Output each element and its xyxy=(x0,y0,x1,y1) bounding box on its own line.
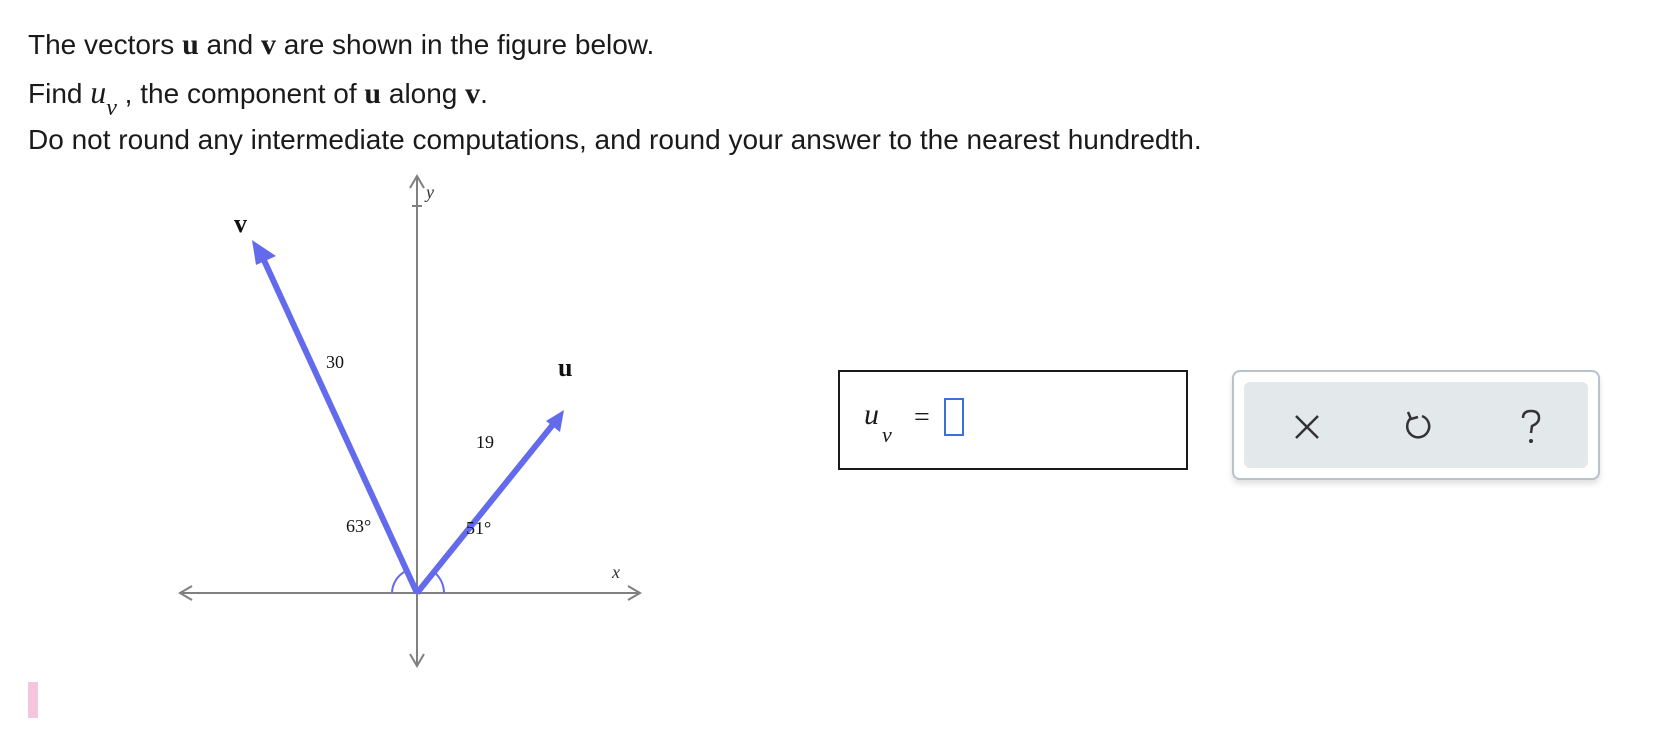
vector-v-line xyxy=(262,256,417,593)
answer-equals: = xyxy=(914,402,930,433)
bold-v: v xyxy=(465,77,481,110)
question-line-2 xyxy=(28,74,488,121)
text: . xyxy=(480,78,488,109)
answer-box xyxy=(838,370,1188,470)
subscript-v: v xyxy=(106,95,117,121)
y-axis-label: y xyxy=(426,182,434,202)
help-button[interactable] xyxy=(1506,402,1556,452)
angle-u-label: 51° xyxy=(466,518,492,538)
text: along xyxy=(381,78,466,109)
text: , the component of xyxy=(116,78,365,109)
magnitude-v-label: 30 xyxy=(326,352,344,372)
undo-button[interactable] xyxy=(1394,402,1444,452)
answer-variable: u xyxy=(864,398,879,431)
italic-u: u xyxy=(90,74,107,110)
answer-subscript: v xyxy=(882,422,892,447)
bold-u: u xyxy=(364,77,382,110)
angle-v-label: 63° xyxy=(346,516,372,536)
angle-arc-v xyxy=(392,571,406,593)
question-line-3: Do not round any intermediate computations, and round your answer to the nearest hundredth. xyxy=(28,124,1202,155)
axes xyxy=(180,176,640,666)
text: The vectors xyxy=(28,29,183,60)
text: are shown in the figure below. xyxy=(276,29,655,60)
progress-marker xyxy=(28,682,38,718)
vector-u-label: u xyxy=(558,353,573,382)
question-line-1 xyxy=(28,28,654,62)
vector-v xyxy=(252,240,417,593)
vector-v-arrowhead xyxy=(252,240,276,265)
angle-arc-u xyxy=(434,572,444,593)
help-icon xyxy=(1506,402,1556,452)
text: and xyxy=(198,29,262,60)
bold-u: u xyxy=(182,28,199,61)
close-icon xyxy=(1282,402,1332,452)
clear-button[interactable] xyxy=(1282,402,1332,452)
toolbar-inner xyxy=(1244,382,1588,468)
answer-toolbar xyxy=(1232,370,1600,480)
magnitude-u-label: 19 xyxy=(476,432,494,452)
answer-input[interactable] xyxy=(944,398,964,436)
undo-icon xyxy=(1394,402,1444,452)
text: Find xyxy=(28,78,91,109)
x-axis-label: x xyxy=(612,562,620,582)
vector-figure xyxy=(170,168,690,678)
bold-v: v xyxy=(261,28,277,61)
vector-v-label: v xyxy=(234,209,247,238)
